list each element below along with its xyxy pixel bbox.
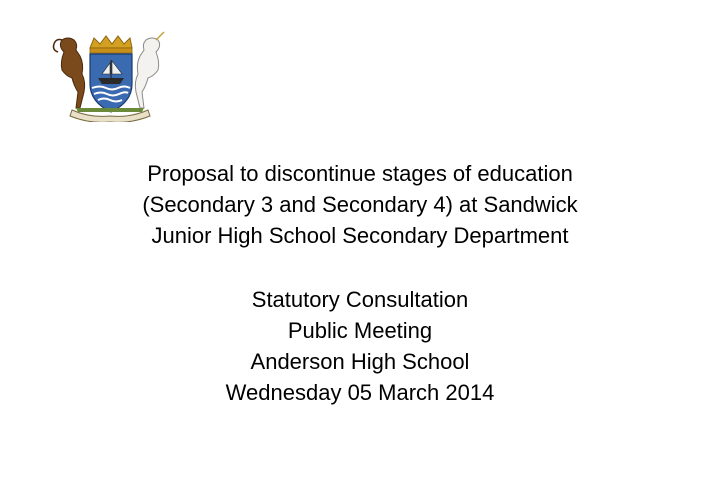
subtitle-line: Public Meeting <box>287 318 433 343</box>
subtitle-line: Wednesday 05 March 2014 <box>225 380 495 405</box>
subtitle-line: Anderson High School <box>250 349 470 374</box>
subtitle-line: Statutory Consultation <box>251 287 469 312</box>
title-line: Junior High School Secondary Department <box>151 223 569 248</box>
slide-title <box>0 158 720 251</box>
council-coat-of-arms-icon <box>50 30 170 122</box>
title-line: Proposal to discontinue stages of education <box>147 161 573 186</box>
title-line: (Secondary 3 and Secondary 4) at Sandwick <box>142 192 578 217</box>
slide-subtitle <box>0 284 720 408</box>
